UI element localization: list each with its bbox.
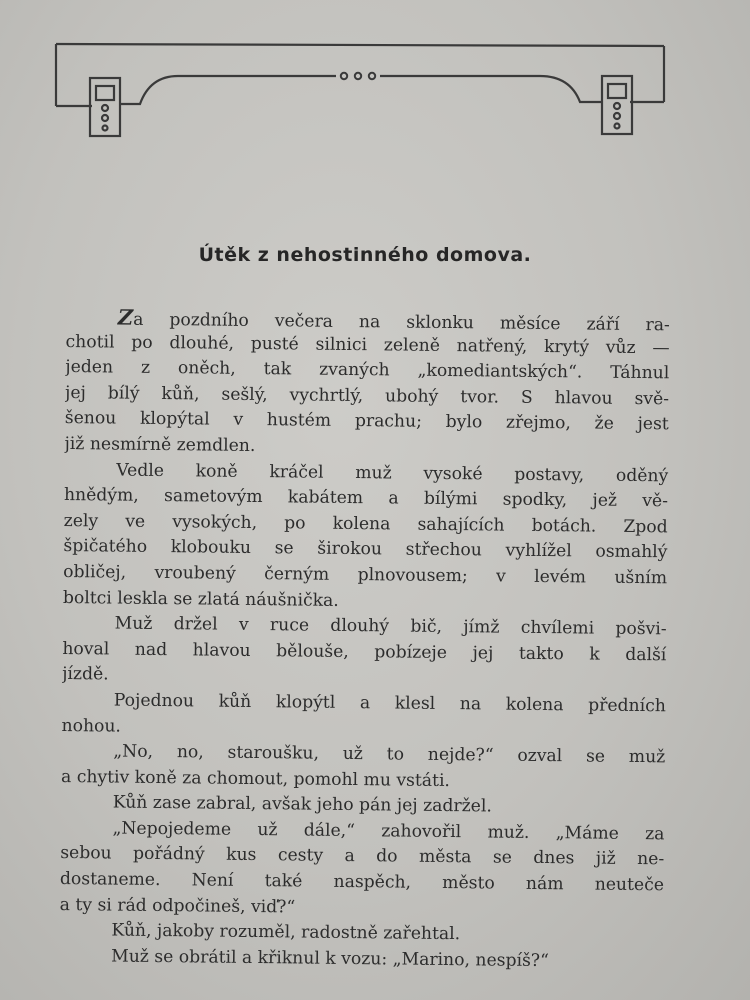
text-line: hoval nad hlavou bělouše, pobízeje jej takto k další [62,638,667,666]
text-line: Vedle koně kráčel muž vysoké postavy, oděný [116,460,669,486]
text-line: Za pozdního večera na sklonku měsíce září ra- [117,304,670,336]
text-line: „Nepojedeme už dále,“ zahovořil muž. „Máme za [112,818,665,845]
text-line: zely ve vysokých, po kolena sahajících botách. Zpod [63,510,668,538]
text-line: Muž se obrátil a křiknul k vozu: „Marino, nespíš?“ [111,946,549,971]
text-line: a ty si rád odpočineš, viď?“ [59,894,296,918]
text-line: již nesmírně zemdlen. [64,433,256,456]
text-line: Kůň, jakoby rozuměl, radostně zařehtal. [111,920,461,945]
text-line: „No, no, staroušku, už to nejde?“ ozval se muž [113,741,666,768]
header-ornament [50,36,670,142]
text-line: hnědým, sametovým kabátem a bílými spodky, jež vě- [63,485,669,512]
drop-initial: Z [117,304,134,330]
text-line: sebou pořádný kus cesty a do města se dnes již ne- [60,843,665,870]
text-line: nohou. [61,715,122,737]
text-line: dostaneme. Není také naspěch, město nám neuteče [59,869,665,896]
text-line: jeden z oněch, tak zvaných „komediantských“. Táhnul [65,357,670,384]
text-line: Kůň zase zabral, avšak jeho pán jej zadržel. [112,792,492,817]
text-line: a chytiv koně za chomout, pomohl mu vstáti. [60,766,451,791]
chapter-text [59,304,670,976]
text-line: obličej, vroubený černým plnovousem; v levém ušním [63,561,668,589]
text-line: jej bílý kůň, sešlý, vychrtlý, ubohý tvor. S hlavou svě- [64,382,670,410]
text-line: Muž držel v ruce dlouhý bič, jímž chvílemi pošvi- [114,613,667,640]
text-line: jízdě. [62,664,109,685]
text-line: špičatého klobouku se širokou střechou vyhlížel osmahlý [63,536,668,563]
text-line: boltci leskla se zlatá náušnička. [62,587,339,611]
text-line: šenou klopýtal v hustém prachu; bylo zřejmo, že jest [64,408,669,435]
text-line: Pojednou kůň klopýtl a klesl na kolena předních [113,690,666,717]
chapter-title: Útěk z nehostinného domova. [198,244,532,266]
text-line: chotil po dlouhé, pusté silnici zeleně natřený, krytý vůz — [65,331,670,358]
